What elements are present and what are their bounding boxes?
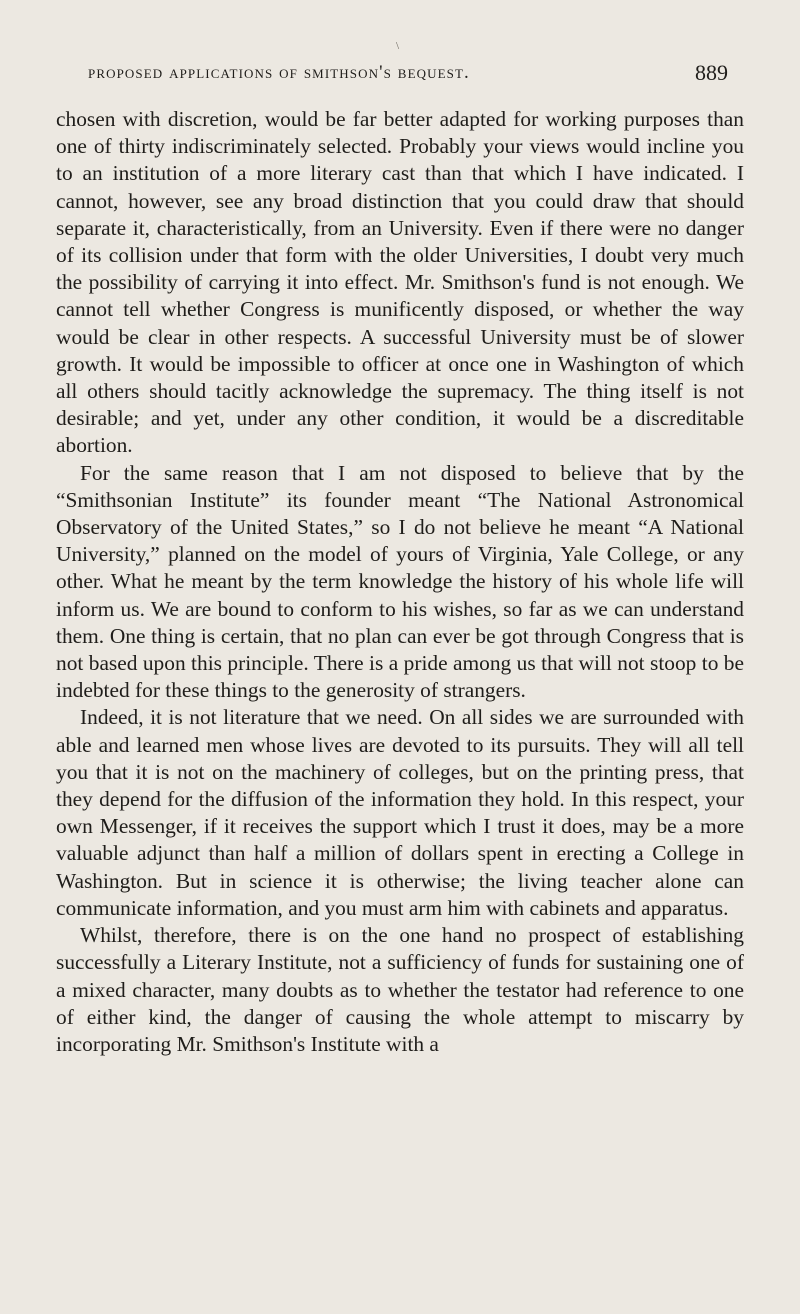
paragraph-2: For the same reason that I am not disposed to believe that by the “Smithsonian Institute” its founder meant “The National Astronomical Observatory of the United States,” so I do not believe he meant “A National University,” planned on the model of yours of Virginia, Yale College, or any other. What he meant by the term knowledge the history of his whole life will inform us. We are bound to conform to his wishes, so far as we can understand them. One thing is certain, that no plan can ever be got through Congress that is not based upon this principle. There is a pride among us that will not stoop to be indebted for these things to the generosity of strangers.: [56, 460, 744, 703]
page-number: 889: [695, 60, 728, 85]
running-title: proposed applications of smithson's bequest.: [88, 62, 470, 83]
paragraph-4: Whilst, therefore, there is on the one hand no prospect of establishing successfully a Literary Institute, not a sufficiency of funds for sustaining one of a mixed character, many doubts as to whether the testator had reference to one of either kind, the danger of causing the whole attempt to miscarry by incorporating Mr. Smithson's Institute with a: [56, 923, 744, 1056]
paragraph-1: chosen with discretion, would be far better adapted for working purposes than one of thirty indiscriminately selected. Probably your views would incline you to an institution of a more literary cast than that which I have indicated. I cannot, however, see any broad distinction that you could draw that should separate it, characteristically, from an University. Even if there were no danger of its collision under that form with the older Universities, I doubt very much the possibility of carrying it into effect. Mr. Smithson's fund is not enough. We cannot tell whether Congress is munificently disposed, or whether the way would be clear in other respects. A successful University must be of slower growth. It would be impossible to officer at once one in Washington of which all others should tacitly acknowledge the supremacy. The thing itself is not desirable; and yet, under any other condition, it would be a discreditable abortion.: [56, 107, 744, 458]
running-header: [56, 40, 744, 96]
paragraph-3: Indeed, it is not literature that we need. On all sides we are surrounded with able and learned men whose lives are devoted to its pursuits. They will all tell you that it is not on the machinery of colleges, but on the printing press, that they depend for the diffusion of the information they hold. In this respect, your own Messenger, if it receives the support which I trust it does, may be a more valuable adjunct than half a million of dollars spent in erecting a College in Washington. But in science it is otherwise; the living teacher alone can communicate information, and you must arm him with cabinets and apparatus.: [56, 705, 744, 920]
printer-mark: \: [396, 40, 400, 52]
body-text: [56, 106, 744, 1058]
